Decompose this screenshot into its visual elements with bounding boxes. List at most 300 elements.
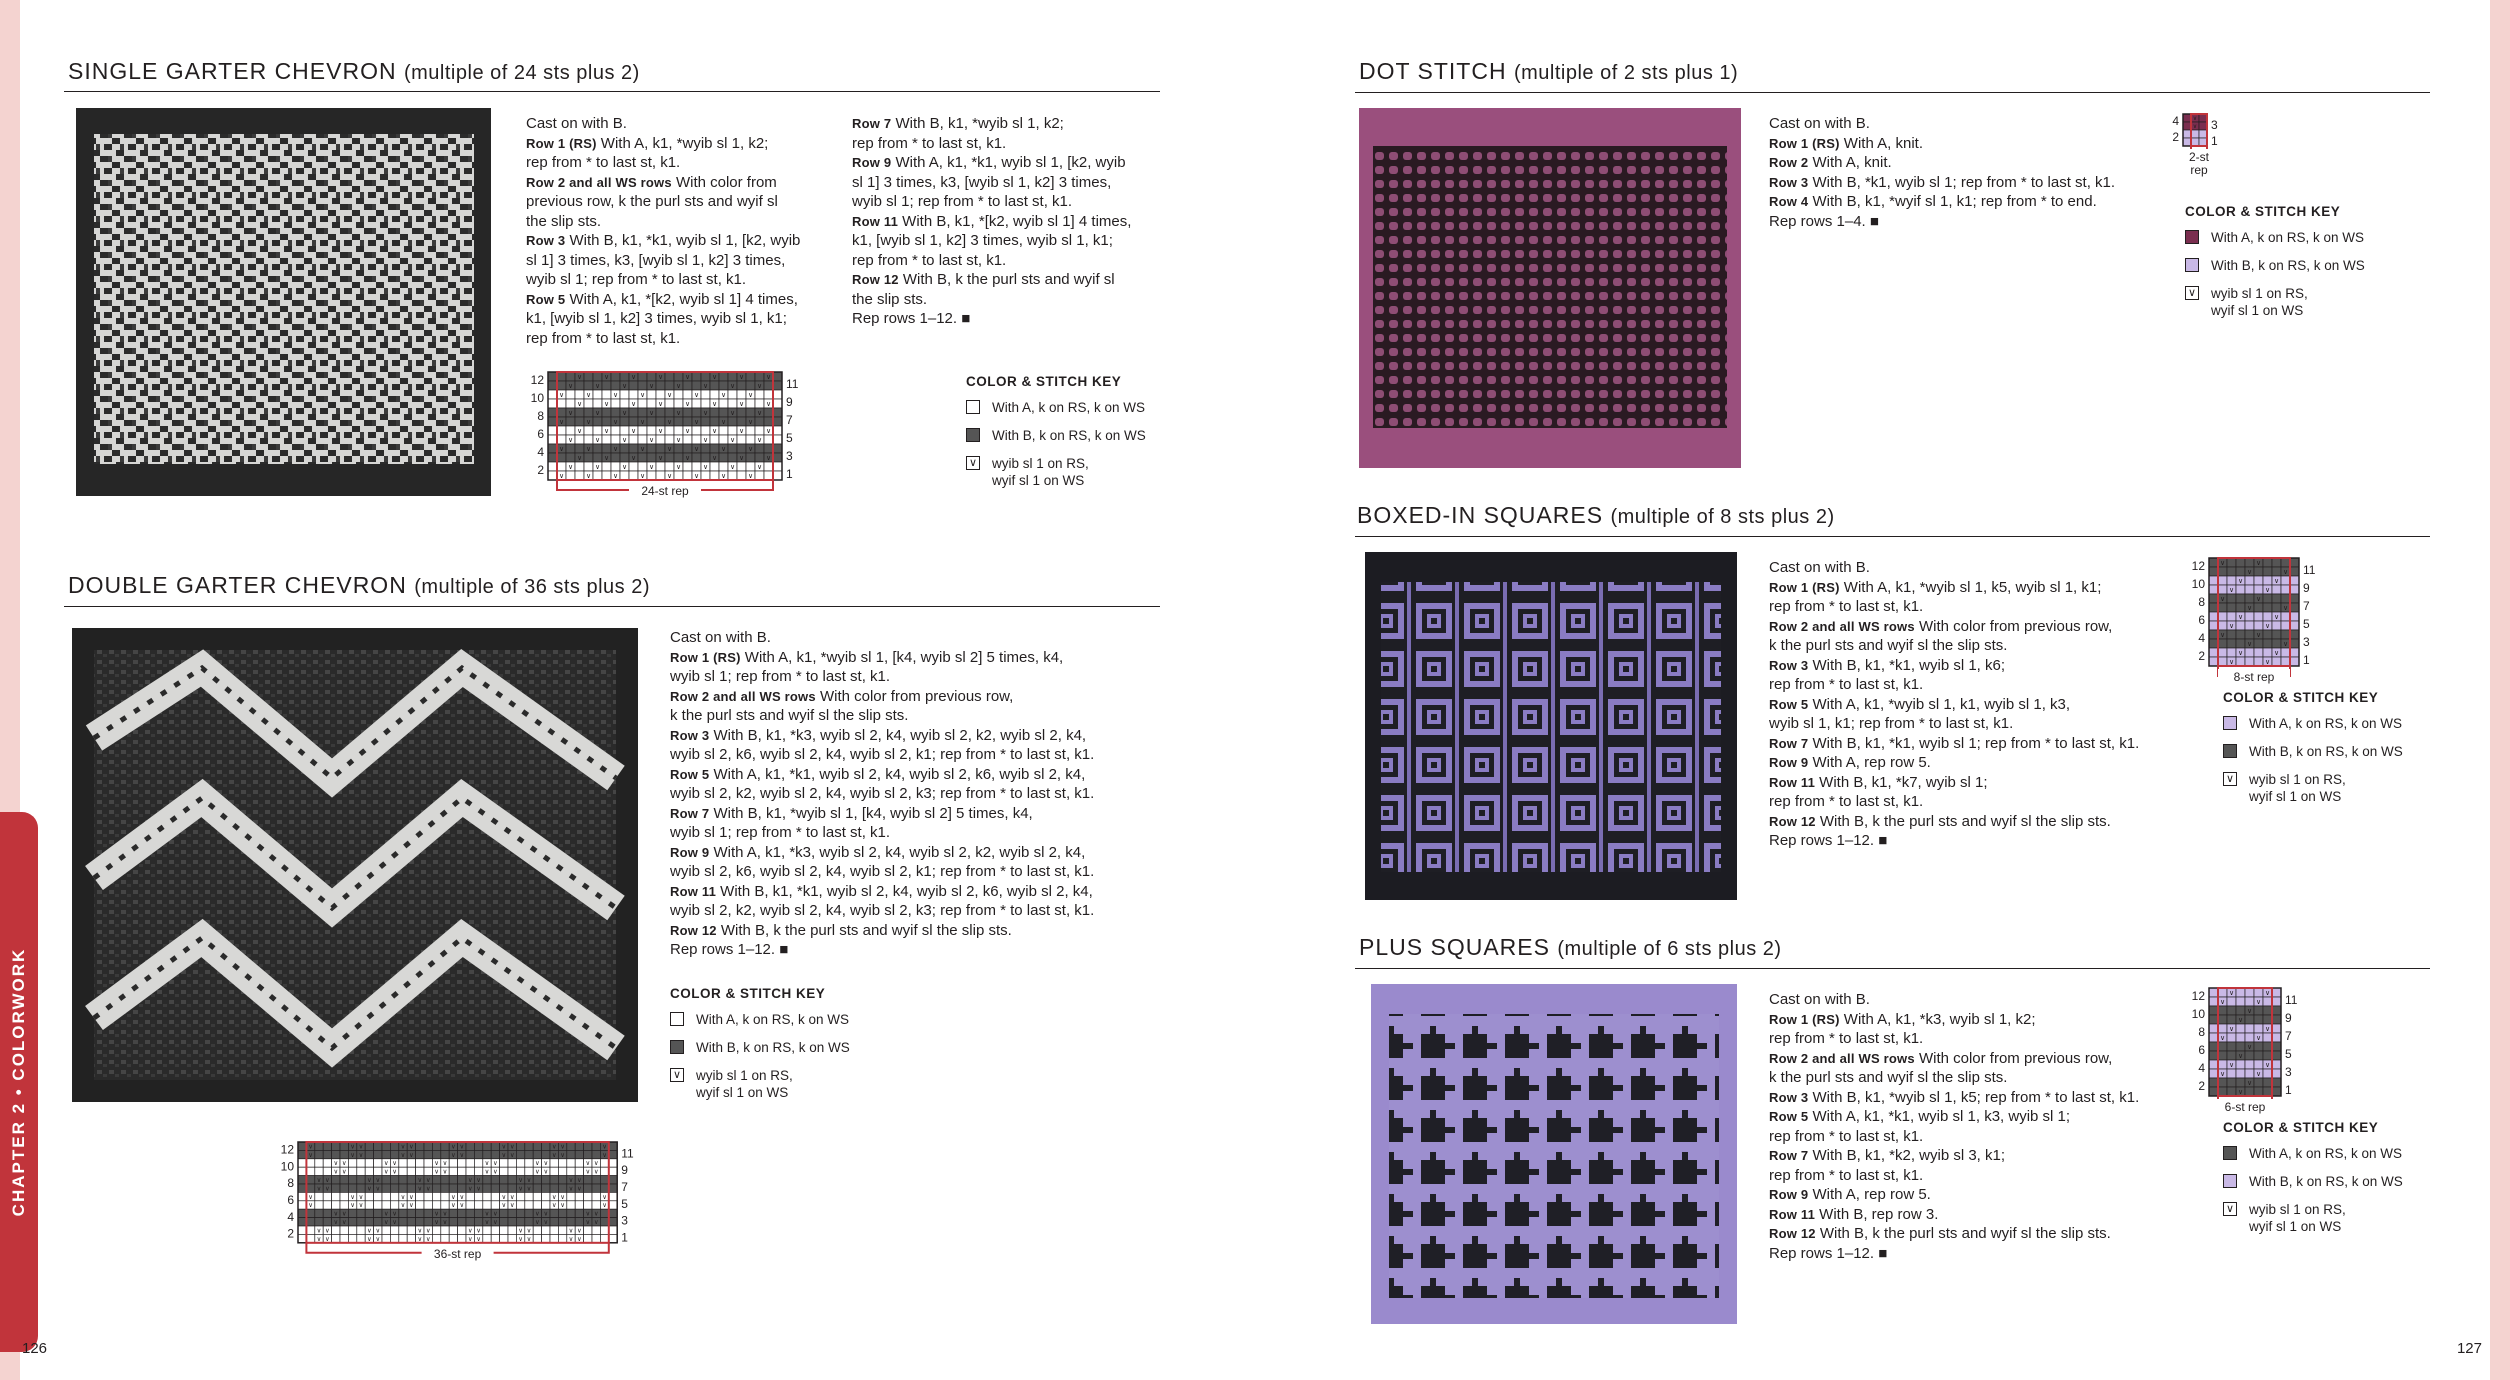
chart-cell — [542, 1201, 550, 1209]
slip-stitch-mark: ∨ — [2219, 1034, 2226, 1042]
chart-cell — [491, 1201, 499, 1209]
chart-cell — [609, 1201, 617, 1209]
chart-cell — [323, 1142, 331, 1150]
slip-stitch-mark: ∨ — [467, 1226, 473, 1235]
chart-cell — [2272, 1078, 2281, 1087]
chart-cell — [2263, 612, 2272, 621]
row-label: Row 9 — [670, 844, 710, 860]
row-label: Row 1 (RS) — [1769, 135, 1840, 151]
chart-cell — [575, 417, 584, 426]
chart-cell — [609, 1167, 617, 1175]
chart-cell — [332, 1142, 340, 1150]
slip-stitch-mark: ∨ — [594, 382, 601, 390]
chart-cell — [533, 1150, 541, 1158]
chart-cell — [2227, 603, 2236, 612]
chart-cell — [558, 1176, 566, 1184]
chart-cell — [2209, 657, 2218, 666]
slip-stitch-mark: ∨ — [526, 1226, 532, 1235]
chart-cell — [491, 1226, 499, 1234]
chart-cell — [2281, 621, 2290, 630]
instruction-line — [852, 231, 1162, 251]
chart-cell — [416, 1167, 424, 1175]
instructions-boxed — [1769, 558, 2189, 851]
chart-cell — [525, 1150, 533, 1158]
section-name: PLUS SQUARES — [1359, 934, 1550, 960]
key-label-line: wyib sl 1 on RS, — [992, 456, 1089, 471]
chart-cell — [674, 399, 683, 408]
chart-cell — [665, 372, 674, 381]
chart-cell — [755, 417, 764, 426]
chart-row-number: 11 — [621, 1146, 634, 1161]
chart-cell — [2227, 594, 2236, 603]
chart-cell — [508, 1226, 516, 1234]
chart-cell — [755, 399, 764, 408]
key-label-line: With A, k on RS, k on WS — [2249, 1146, 2403, 1161]
chart-cell — [382, 1201, 390, 1209]
chart-cell — [710, 390, 719, 399]
chart-row-number: 4 — [2198, 1061, 2205, 1076]
slip-stitch-mark: ∨ — [484, 1209, 490, 1218]
chart-cell — [315, 1150, 323, 1158]
chart-cell — [500, 1234, 508, 1242]
key-title: COLOR & STITCH KEY — [2185, 204, 2341, 219]
chart-cell — [566, 417, 575, 426]
chart-cell — [2218, 639, 2227, 648]
chart-cell — [548, 399, 557, 408]
section-title-boxed-in-squares — [1357, 502, 1835, 529]
chart-cell — [683, 417, 692, 426]
slip-stitch-mark: ∨ — [409, 1201, 414, 1210]
chart-cell — [357, 1226, 365, 1234]
chart-cell — [2236, 630, 2245, 639]
slip-stitch-mark: ∨ — [585, 1218, 591, 1226]
slip-stitch-mark: ∨ — [459, 1201, 465, 1210]
row-text: Rep rows 1–4. ■ — [1769, 212, 1879, 230]
chart-cell — [508, 1159, 516, 1167]
chart-cell — [557, 426, 566, 435]
chart-cell — [575, 1167, 583, 1175]
chart-cell — [474, 1192, 482, 1200]
slip-stitch-mark: ∨ — [639, 445, 646, 453]
chart-cell — [2209, 1069, 2218, 1078]
row-text: k the purl sts and wyif sl the slip sts. — [1769, 1069, 2008, 1086]
chart-cell — [584, 1176, 592, 1184]
chart-cell — [2245, 630, 2254, 639]
slip-stitch-mark: ∨ — [756, 436, 763, 444]
chart-cell — [2236, 997, 2245, 1006]
chart-cell — [357, 1209, 365, 1217]
row-text: previous row, k the purl sts and wyif sl — [526, 193, 778, 210]
slip-stitch-mark: ∨ — [567, 409, 574, 417]
chart-cell — [315, 1167, 323, 1175]
chart-cell — [2199, 138, 2207, 146]
row-text: With A, knit. — [1808, 154, 1892, 171]
slip-stitch-mark: ∨ — [2264, 658, 2271, 666]
chart-cell — [2218, 1078, 2227, 1087]
instruction-line — [1769, 714, 2189, 734]
section-multiple: (multiple of 8 sts plus 2) — [1610, 506, 1835, 528]
chart-cell — [548, 390, 557, 399]
chart-row-number: 12 — [2191, 989, 2205, 1004]
chart-cell — [575, 444, 584, 453]
instruction-line — [1769, 773, 2189, 793]
chart-cell — [2191, 130, 2199, 138]
slip-stitch-mark: ∨ — [308, 1142, 313, 1151]
instruction-line — [670, 765, 1170, 785]
chart-row-number: 3 — [786, 449, 793, 463]
slip-stitch-mark: ∨ — [459, 1150, 465, 1159]
chart-cell — [719, 408, 728, 417]
chart-cell — [566, 372, 575, 381]
slip-stitch-mark: ∨ — [442, 1167, 448, 1176]
chart-cell — [525, 1201, 533, 1209]
slip-stitch-mark: ∨ — [567, 463, 574, 471]
key-label-line: wyib sl 1 on RS, — [2249, 772, 2346, 787]
chart-cell — [348, 1176, 356, 1184]
row-text: With B, k1, *k1, wyib sl 2, k4, wyib sl 2, k6, wyib sl 2, k4, — [716, 882, 1093, 900]
slip-stitch-mark: ∨ — [765, 400, 772, 408]
slip-stitch-mark: ∨ — [308, 1201, 313, 1210]
slip-stitch-mark: ∨ — [316, 1226, 322, 1235]
chart-cell — [357, 1234, 365, 1242]
row-label: Row 1 (RS) — [670, 649, 741, 665]
chart-cell — [575, 1142, 583, 1150]
chart-cell — [2236, 603, 2245, 612]
chart-cell — [558, 1218, 566, 1226]
instruction-line — [526, 329, 846, 349]
slip-stitch-mark: ∨ — [765, 454, 772, 462]
slip-stitch-mark: ∨ — [367, 1184, 372, 1193]
key-label — [992, 427, 1146, 444]
slip-stitch-mark: ∨ — [400, 1192, 406, 1201]
chart-cell — [2263, 1069, 2272, 1078]
chart-row-number: 8 — [2198, 595, 2205, 610]
row-label: Row 7 — [1769, 735, 1809, 751]
chart-cell — [2245, 621, 2254, 630]
slip-stitch-mark: ∨ — [375, 1234, 381, 1243]
chart-cell — [550, 1218, 558, 1226]
chart-cell — [298, 1184, 306, 1192]
row-label: Row 4 — [1769, 194, 1809, 209]
color-swatch-icon — [2185, 230, 2199, 244]
slip-stitch-mark: ∨ — [2192, 123, 2198, 130]
chart-row-number: 10 — [530, 391, 544, 406]
chart-cell — [647, 399, 656, 408]
slip-stitch-mark: ∨ — [585, 445, 592, 453]
chart-cell — [2209, 558, 2218, 567]
key-dot — [2185, 204, 2385, 330]
chart-cell — [2281, 648, 2290, 657]
slip-stitch-mark: ∨ — [543, 1167, 549, 1176]
row-text: With A, k1, *k3, wyib sl 1, k2; — [1839, 1010, 2036, 1028]
chart-cell — [2272, 1042, 2281, 1051]
chart-cell — [298, 1218, 306, 1226]
chart-cell — [298, 1209, 306, 1217]
chart-cell — [365, 1192, 373, 1200]
instruction-line — [526, 173, 846, 193]
key-item — [2185, 285, 2385, 319]
chart-cell — [629, 435, 638, 444]
section-name: BOXED-IN SQUARES — [1357, 502, 1604, 528]
chart-cell — [2254, 1024, 2263, 1033]
slip-stitch-mark: ∨ — [711, 400, 718, 408]
instruction-line — [1769, 1068, 2189, 1088]
chart-single-garter-chevron — [520, 370, 940, 498]
chart-cell — [548, 426, 557, 435]
chart-cell — [357, 1184, 365, 1192]
slip-stitch-mark: ∨ — [2237, 1088, 2244, 1096]
slip-stitch-mark: ∨ — [560, 1142, 565, 1151]
slip-stitch-mark: ∨ — [308, 1192, 313, 1201]
row-text: With A, k1, *wyib sl 1, k2; — [596, 134, 769, 152]
chart-cell — [458, 1209, 466, 1217]
key-label — [2249, 1173, 2403, 1190]
chart-cell — [382, 1234, 390, 1242]
chart-row-number: 6 — [2198, 613, 2205, 628]
chart-cell — [315, 1209, 323, 1217]
slip-stitch-mark: ∨ — [621, 463, 628, 471]
chart-cell — [2218, 585, 2227, 594]
chart-cell — [2245, 594, 2254, 603]
chart-cell — [298, 1142, 306, 1150]
chart-cell — [542, 1150, 550, 1158]
slip-stitch-mark: ∨ — [493, 1159, 498, 1168]
chart-cell — [592, 1226, 600, 1234]
row-text: the slip sts. — [852, 290, 928, 308]
chart-cell — [558, 1234, 566, 1242]
slip-stitch-mark: ∨ — [509, 1142, 515, 1151]
chart-row-number: 11 — [2303, 563, 2316, 577]
slip-stitch-mark: ∨ — [493, 1209, 498, 1218]
chart-cell — [2281, 612, 2290, 621]
key-item — [670, 1011, 890, 1028]
chart-cell — [638, 399, 647, 408]
knit-swatch-image — [76, 108, 491, 496]
chart-cell — [2254, 1060, 2263, 1069]
slip-stitch-mark: ∨ — [526, 1234, 532, 1243]
slip-stitch-mark: ∨ — [451, 1192, 456, 1201]
section-name: DOT STITCH — [1359, 58, 1507, 84]
slip-stitch-mark: ∨ — [316, 1184, 322, 1193]
chart-cell — [2272, 1069, 2281, 1078]
slip-stitch-mark: ∨ — [2246, 604, 2253, 612]
key-label — [2249, 1201, 2346, 1235]
chart-cell — [575, 1209, 583, 1217]
slip-stitch-mark: ∨ — [535, 1209, 540, 1218]
chart-cell — [399, 1234, 407, 1242]
chart-cell — [656, 471, 665, 480]
slip-stitch-mark: ∨ — [451, 1150, 456, 1159]
row-text: With B, k1, *wyib sl 1, [k4, wyib sl 2] 5 times, k4, — [709, 804, 1033, 822]
row-label: Row 1 (RS) — [526, 135, 597, 151]
slip-stitch-mark: ∨ — [593, 1209, 599, 1218]
chart-cell — [550, 1159, 558, 1167]
slip-stitch-mark: ∨ — [341, 1159, 347, 1168]
chart-cell — [692, 399, 701, 408]
slip-stitch-mark: ∨ — [425, 1234, 431, 1243]
slip-stitch-mark: ∨ — [358, 1201, 364, 1210]
instruction-line — [852, 134, 1162, 154]
chart-cell — [2254, 603, 2263, 612]
chart-cell — [2218, 1087, 2227, 1096]
instruction-line — [1769, 1224, 2189, 1244]
chart-cell — [773, 471, 782, 480]
chart-cell — [424, 1159, 432, 1167]
chart-cell — [773, 381, 782, 390]
chart-cell — [2236, 1042, 2245, 1051]
chart-cell — [683, 462, 692, 471]
chart-cell — [525, 1167, 533, 1175]
chart-cell — [399, 1209, 407, 1217]
instruction-line — [670, 687, 1170, 707]
section-title-plus-squares — [1359, 934, 1782, 961]
chart-cell — [2245, 558, 2254, 567]
slip-stitch-mark: ∨ — [2282, 640, 2289, 648]
chart-cell — [500, 1226, 508, 1234]
chart-cell — [2209, 594, 2218, 603]
row-label: Row 2 and all WS rows — [1769, 618, 1915, 634]
chart-cell — [2281, 630, 2290, 639]
slip-stitch-mark: ∨ — [2264, 622, 2271, 630]
chart-cell — [567, 1192, 575, 1200]
chart-cell — [548, 372, 557, 381]
chart-cell — [382, 1150, 390, 1158]
chart-cell — [674, 390, 683, 399]
chart-cell — [755, 390, 764, 399]
chart-cell — [483, 1192, 491, 1200]
chart-row-number: 2 — [287, 1226, 294, 1241]
chart-cell — [567, 1159, 575, 1167]
key-label-line: With B, k on RS, k on WS — [696, 1040, 850, 1055]
key-title: COLOR & STITCH KEY — [670, 986, 826, 1001]
chart-cell — [500, 1176, 508, 1184]
chart-cell — [533, 1192, 541, 1200]
instruction-line — [670, 862, 1170, 882]
chart-cell — [542, 1234, 550, 1242]
chart-cell — [2218, 603, 2227, 612]
chart-cell — [600, 1234, 608, 1242]
chart-cell — [701, 444, 710, 453]
slip-stitch-mark: ∨ — [535, 1218, 540, 1226]
chart-cell — [566, 390, 575, 399]
row-text: With B, k the purl sts and wyif sl — [898, 271, 1115, 288]
row-text: wyib sl 2, k6, wyib sl 2, k4, wyib sl 2, k1; rep from * to last st, k1. — [670, 863, 1095, 880]
slip-stitch-mark: ∨ — [2246, 1043, 2253, 1051]
slip-stitch-mark: ∨ — [568, 1184, 574, 1193]
chart-cell — [306, 1218, 314, 1226]
chart-cell — [575, 435, 584, 444]
slip-stitch-mark: ∨ — [720, 445, 727, 453]
chart-cell — [407, 1209, 415, 1217]
chart-cell — [516, 1142, 524, 1150]
chart-cell — [602, 417, 611, 426]
chart-cell — [542, 1176, 550, 1184]
chart-cell — [491, 1184, 499, 1192]
chart-cell — [2209, 1060, 2218, 1069]
chart-cell — [2245, 576, 2254, 585]
row-text: With B, k1, *k1, wyib sl 1; rep from * to last st, k1. — [1808, 734, 2140, 752]
slip-stitch-symbol-icon: ∨ — [2185, 286, 2199, 300]
chart-cell — [416, 1159, 424, 1167]
slip-stitch-mark: ∨ — [657, 373, 664, 381]
instruction-line — [670, 921, 1170, 941]
chart-cell — [432, 1142, 440, 1150]
chart-cell — [2281, 657, 2290, 666]
key-item — [2223, 1201, 2423, 1235]
row-label: Row 12 — [1769, 813, 1816, 829]
chart-cell — [458, 1218, 466, 1226]
key-label-line: wyif sl 1 on WS — [2249, 1219, 2342, 1234]
chart-cell — [592, 1192, 600, 1200]
slip-stitch-mark: ∨ — [2273, 613, 2280, 621]
row-text: With B, k1, *wyif sl 1, k1; rep from * to end. — [1808, 193, 2097, 210]
row-label: Row 9 — [1769, 755, 1809, 770]
chart-cell — [340, 1176, 348, 1184]
slip-stitch-mark: ∨ — [341, 1218, 347, 1226]
chart-cell — [399, 1159, 407, 1167]
chart-cell — [665, 426, 674, 435]
chart-cell — [602, 408, 611, 417]
row-text: With B, k1, *k3, wyib sl 2, k4, wyib sl 2, k2, wyib sl 2, k4, — [709, 726, 1087, 744]
slip-stitch-mark: ∨ — [684, 427, 691, 435]
row-text: Rep rows 1–12. ■ — [1769, 832, 1888, 849]
slip-stitch-mark: ∨ — [2237, 649, 2244, 657]
instruction-line — [852, 290, 1162, 310]
chart-cell — [432, 1234, 440, 1242]
key-item — [2223, 743, 2423, 760]
chart-cell — [764, 381, 773, 390]
chart-cell — [737, 417, 746, 426]
chart-cell — [584, 381, 593, 390]
chart-cell — [374, 1167, 382, 1175]
chart-cell — [674, 471, 683, 480]
chart-cell — [382, 1192, 390, 1200]
slip-stitch-mark: ∨ — [451, 1142, 456, 1151]
chart-cell — [2263, 576, 2272, 585]
chart-cell — [441, 1192, 449, 1200]
slip-stitch-mark: ∨ — [585, 391, 592, 399]
chart-cell — [665, 381, 674, 390]
slip-stitch-mark: ∨ — [577, 1184, 582, 1193]
slip-stitch-mark: ∨ — [577, 1234, 582, 1243]
chart-cell — [2290, 621, 2299, 630]
row-label: Row 5 — [670, 766, 710, 782]
slip-stitch-mark: ∨ — [325, 1234, 330, 1243]
slip-stitch-mark: ∨ — [367, 1226, 372, 1235]
slip-stitch-mark: ∨ — [2273, 649, 2280, 657]
slip-stitch-mark: ∨ — [358, 1192, 364, 1201]
chart-cell — [365, 1201, 373, 1209]
chart-cell — [575, 390, 584, 399]
chart-row-number: 5 — [621, 1196, 628, 1211]
chart-cell — [746, 408, 755, 417]
instruction-line — [526, 309, 846, 329]
chart-cell — [2272, 630, 2281, 639]
chart-cell — [357, 1159, 365, 1167]
color-swatch-icon — [966, 428, 980, 442]
instructions-single-col1 — [526, 114, 846, 348]
row-text: With color from previous row, — [815, 687, 1014, 705]
slip-stitch-mark: ∨ — [316, 1234, 322, 1243]
row-label: Row 3 — [526, 233, 566, 248]
slip-stitch-mark: ∨ — [383, 1159, 389, 1168]
chart-row-number: 9 — [2303, 581, 2310, 595]
chart-cell — [2245, 612, 2254, 621]
chart-cell — [692, 372, 701, 381]
row-label: Row 3 — [670, 727, 710, 743]
slip-stitch-mark: ∨ — [558, 391, 565, 399]
key-label — [2211, 285, 2308, 319]
